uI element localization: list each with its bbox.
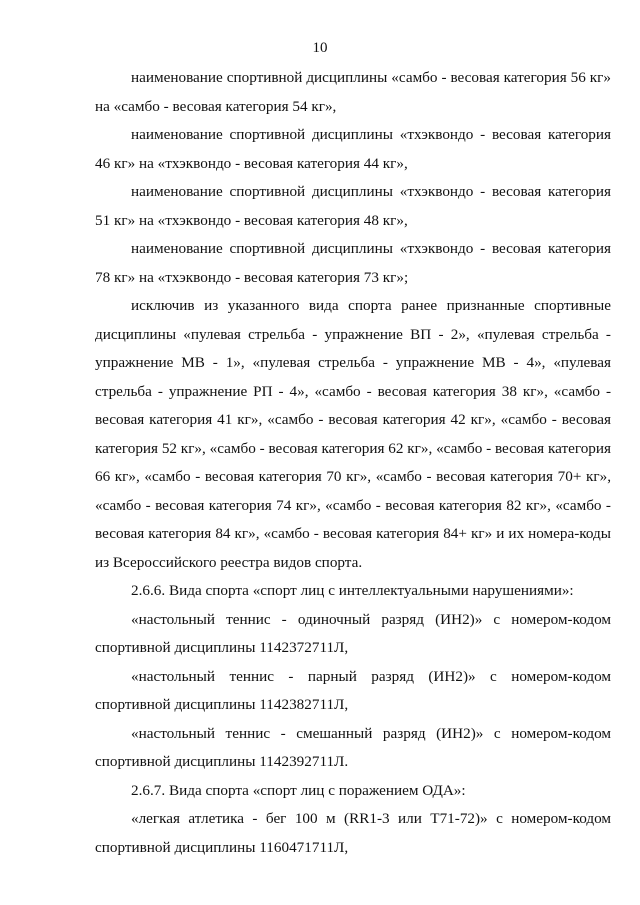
section-heading-2-6-6: 2.6.6. Вида спорта «спорт лиц с интеллектуальными нарушениями»: <box>131 582 574 599</box>
paragraph-sambo-56: наименование спортивной дисциплины «самбо - весовая категория 56 кг» на «самбо - весовая категория 54 кг», <box>95 69 611 115</box>
paragraph-table-tennis-singles: «настольный теннис - одиночный разряд (ИН2)» с номером-кодом спортивной дисциплины 1142372711Л, <box>95 610 611 656</box>
paragraph-table-tennis-doubles: «настольный теннис - парный разряд (ИН2)» с номером-кодом спортивной дисциплины 1142382711Л, <box>95 667 611 713</box>
page-number: 10 <box>312 40 328 56</box>
paragraph-athletics-100m: «легкая атлетика - бег 100 м (RR1-3 или Т71-72)» с номером-кодом спортивной дисциплины 1160471711Л, <box>95 810 611 856</box>
paragraph-taekwondo-46: наименование спортивной дисциплины «тхэквондо - весовая категория 46 кг» на «тхэквондо - весовая категория 44 кг», <box>95 126 611 172</box>
document-body <box>95 64 611 862</box>
paragraph-taekwondo-51: наименование спортивной дисциплины «тхэквондо - весовая категория 51 кг» на «тхэквондо - весовая категория 48 кг», <box>95 183 611 229</box>
section-heading-2-6-7: 2.6.7. Вида спорта «спорт лиц с поражением ОДА»: <box>131 781 466 799</box>
paragraph-table-tennis-mixed: «настольный теннис - смешанный разряд (ИН2)» с номером-кодом спортивной дисциплины 1142392711Л. <box>95 724 611 770</box>
paragraph-exclusions: исключив из указанного вида спорта ранее признанные спортивные дисциплины «пулевая стрельба - упражнение ВП - 2», «пулевая стрельба - упражнение МВ - 1», «пулевая стрельба - упражнение МВ - 4», «пулевая стрельба - упражнение РП - 4», «самбо - весовая категория 38 кг», «самбо - весовая категория 41 кг», «самбо - весовая категория 42 кг», «самбо - весовая категория 52 кг», «самбо - весовая категория 62 кг», «самбо - весовая категория 66 кг», «самбо - весовая категория 70 кг», «самбо - весовая категория 70+ кг», «самбо - весовая категория 74 кг», «самбо - весовая категория 82 кг», «самбо - весовая категория 84 кг», «самбо - весовая категория 84+ кг» и их номера-коды из Всероссийского реестра видов спорта. <box>95 297 611 571</box>
paragraph-taekwondo-78: наименование спортивной дисциплины «тхэквондо - весовая категория 78 кг» на «тхэквондо - весовая категория 73 кг»; <box>95 240 611 286</box>
